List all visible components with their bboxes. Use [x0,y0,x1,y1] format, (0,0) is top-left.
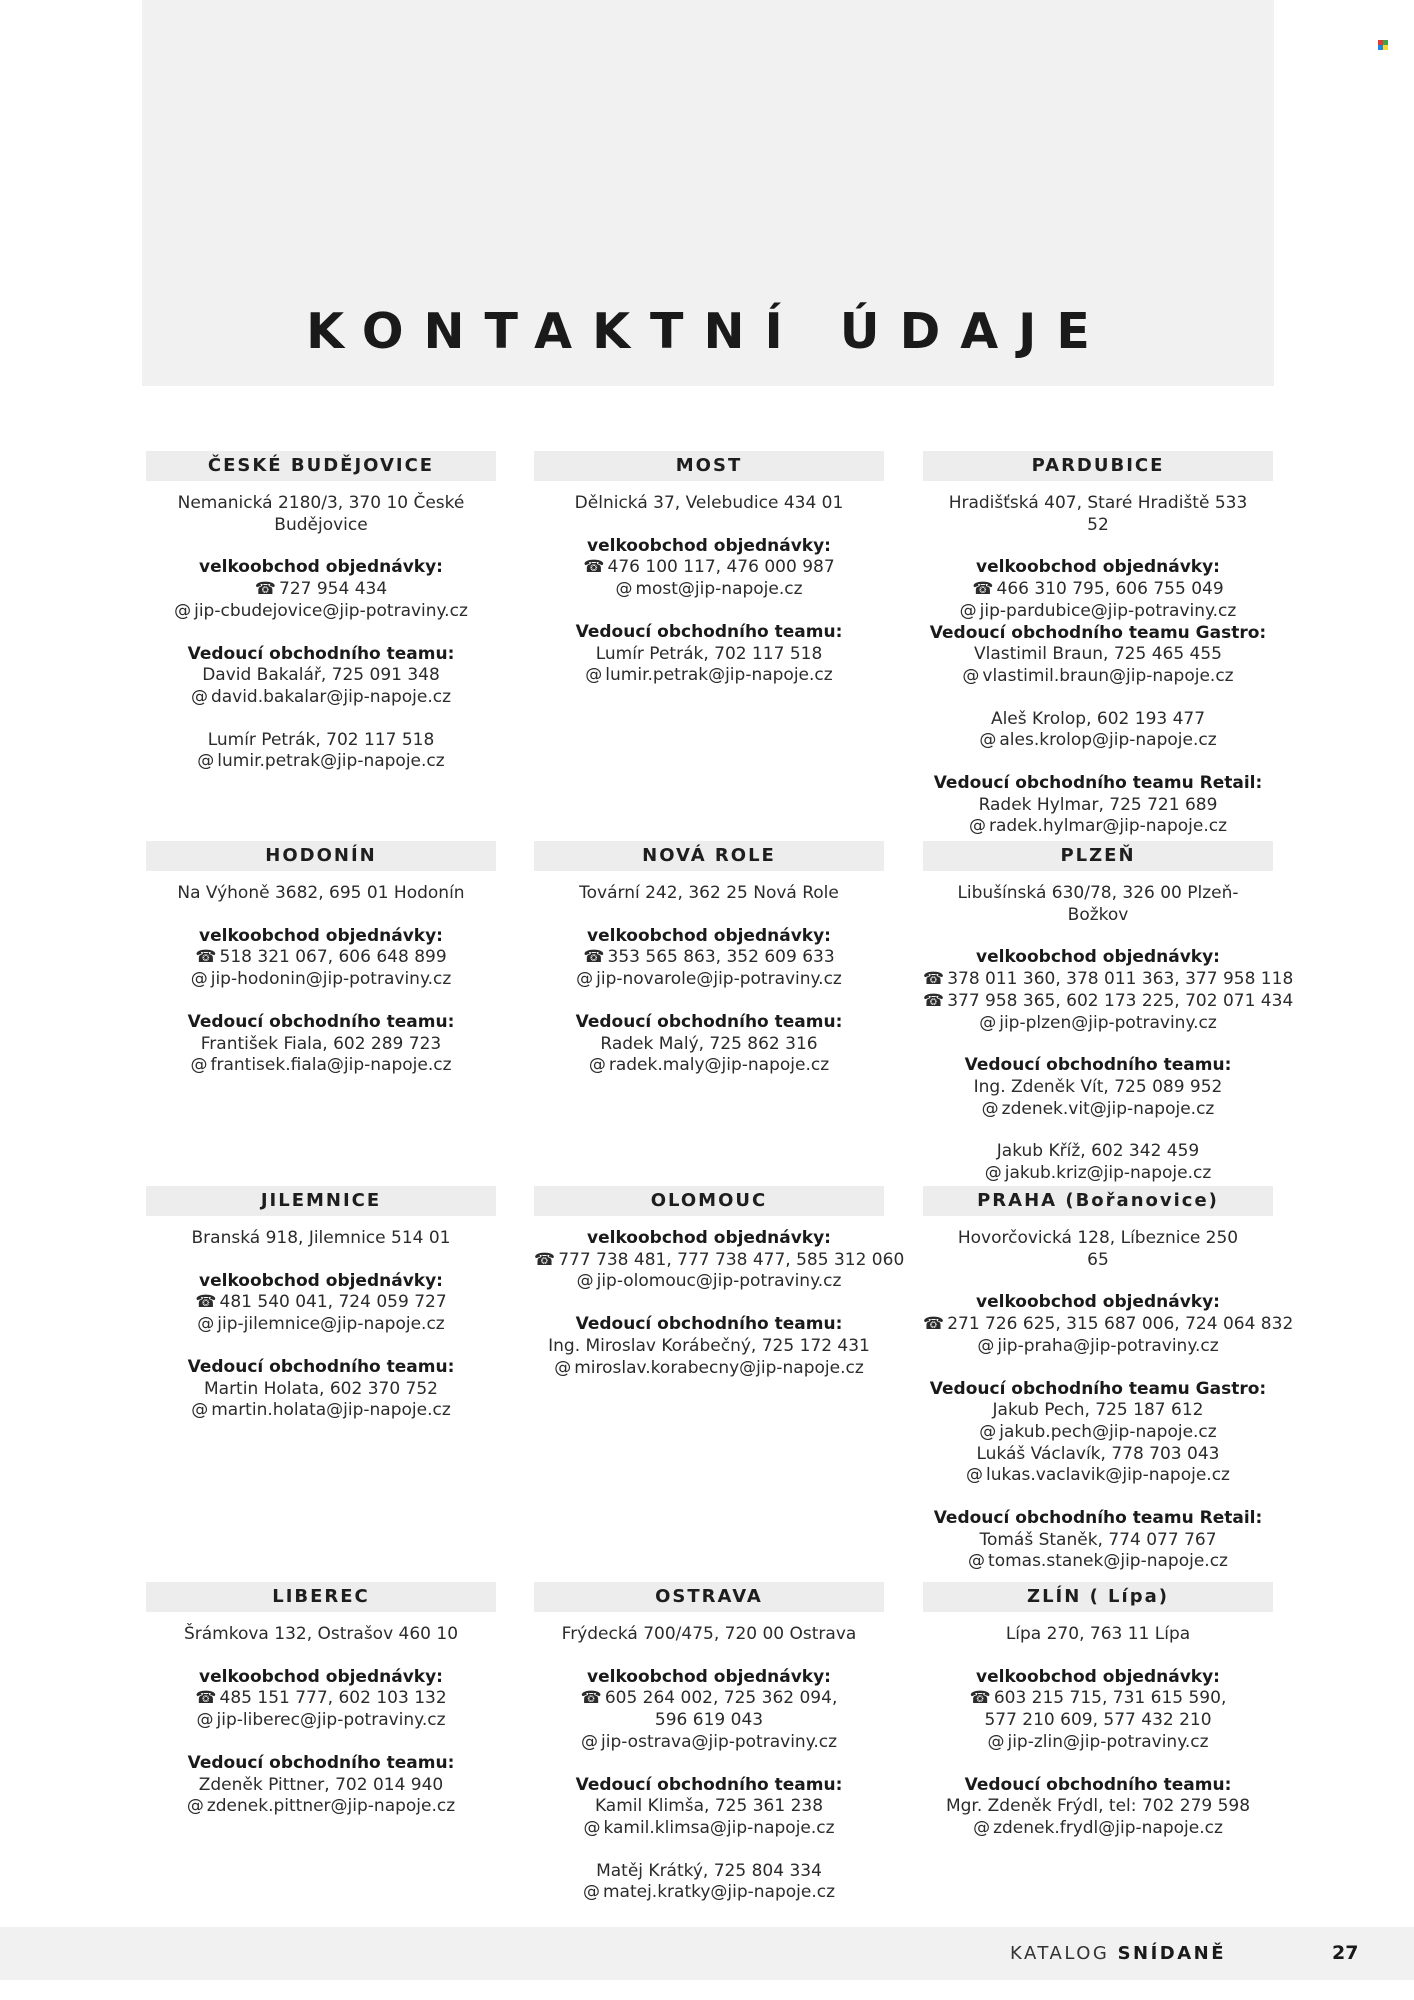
section-label: Vedoucí obchodního teamu: [187,1011,455,1032]
contact-line: Aleš Krolop, 602 193 477 [990,708,1206,729]
section-label: Vedoucí obchodního teamu: [187,643,455,664]
email-address: jip-ostrava@jip-potraviny.cz [601,1731,837,1752]
contact-line: Jakub Kříž, 602 342 459 [996,1141,1200,1162]
section-label: velkoobchod objednávky: [976,947,1220,968]
at-icon: @ [191,1400,209,1421]
email-line [923,1099,1273,1121]
contact-block [923,1582,1273,1840]
email-address: vlastimil.braun@jip-napoje.cz [982,665,1234,686]
city-heading: JILEMNICE [146,1186,496,1216]
phone-line [534,947,884,969]
email-line [146,1314,496,1336]
at-icon: @ [959,600,977,621]
phone-icon: ☎ [195,947,217,968]
email-line [534,665,884,687]
contact-line: František Fiala, 602 289 723 [200,1033,442,1054]
email-address: jip-praha@jip-potraviny.cz [997,1335,1219,1356]
section-label: velkoobchod objednávky: [199,1666,443,1687]
phone-icon: ☎ [534,1249,556,1270]
at-icon: @ [984,1163,1002,1184]
phone-number: 605 264 002, 725 362 094, [604,1688,838,1709]
section-label: Vedoucí obchodního teamu: [575,1011,843,1032]
email-line [534,1271,884,1293]
at-icon: @ [973,1817,991,1838]
at-icon: @ [977,1335,995,1356]
phone-icon: ☎ [195,1292,217,1313]
at-icon: @ [979,730,997,751]
at-icon: @ [588,1055,606,1076]
contact-block [146,841,496,1077]
address-line: Nemanická 2180/3, 370 10 České Budějovice [177,493,465,535]
phone-number: 378 011 360, 378 011 363, 377 958 118 [947,969,1294,990]
phone-icon: ☎ [583,947,605,968]
email-line [923,1163,1273,1185]
phone-line [534,1249,905,1272]
footer-catalog-title [1010,1943,1226,1964]
contact-line: Martin Holata, 602 370 752 [203,1378,438,1399]
section-label: velkoobchod objednávky: [976,1292,1220,1313]
email-line [534,579,884,601]
address-line: Hovorčovická 128, Líbeznice 250 65 [957,1228,1239,1270]
address-line: Na Výhoně 3682, 695 01 Hodonín [177,883,465,903]
at-icon: @ [190,1055,208,1076]
city-heading: OLOMOUC [534,1186,884,1216]
contact-details [923,883,1294,1185]
at-icon: @ [968,1551,986,1572]
email-address: jip-zlin@jip-potraviny.cz [1007,1731,1209,1752]
contact-line: Tomáš Staněk, 774 077 767 [979,1529,1217,1550]
contact-block [146,1186,496,1422]
email-line [923,666,1273,688]
contact-details [146,493,496,773]
phone-line [146,1292,496,1314]
email-address: jip-hodonin@jip-potraviny.cz [210,969,452,990]
at-icon: @ [615,579,633,600]
city-heading: MOST [534,451,884,481]
section-label: Vedoucí obchodního teamu: [964,1774,1232,1795]
at-icon: @ [576,1271,594,1292]
email-address: lukas.vaclavik@jip-napoje.cz [986,1465,1230,1486]
email-line [923,730,1273,752]
email-address: matej.kratky@jip-napoje.cz [602,1882,836,1903]
page-number: 27 [1332,1942,1359,1964]
at-icon: @ [186,1796,204,1817]
phone-number: 466 310 795, 606 755 049 [996,579,1224,600]
phone-icon: ☎ [969,1688,991,1709]
contact-line: Vlastimil Braun, 725 465 455 [973,644,1222,665]
phone-icon: ☎ [923,990,945,1011]
city-heading: NOVÁ ROLE [534,841,884,871]
at-icon: @ [190,686,208,707]
email-line [923,1551,1273,1573]
address-line: Libušínská 630/78, 326 00 Plzeň-Božkov [957,883,1239,925]
section-label: velkoobchod objednávky: [976,557,1220,578]
email-line [146,687,496,709]
email-line [146,1796,496,1818]
phone-line [923,1314,1294,1336]
phone-number: 476 100 117, 476 000 987 [607,557,835,578]
email-line [923,1818,1273,1840]
email-line [923,1422,1273,1444]
contact-details [146,883,496,1077]
email-address: miroslav.korabecny@jip-napoje.cz [574,1357,864,1378]
section-label: Vedoucí obchodního teamu Gastro: [929,1378,1267,1399]
email-address: jip-liberec@jip-potraviny.cz [216,1710,446,1731]
phone-number: 518 321 067, 606 648 899 [219,947,447,968]
phone-number: 485 151 777, 602 103 132 [219,1688,447,1709]
contact-block [534,1582,884,1904]
phone-line [534,1688,884,1710]
contact-line: Jakub Pech, 725 187 612 [992,1400,1204,1421]
contact-details [534,883,884,1077]
section-label: Vedoucí obchodního teamu: [575,621,843,642]
phone-number: 603 215 715, 731 615 590, [993,1688,1227,1709]
email-address: martin.holata@jip-napoje.cz [211,1400,451,1421]
city-heading: PARDUBICE [923,451,1273,481]
at-icon: @ [582,1882,600,1903]
page-title: KONTAKTNÍ ÚDAJE [306,302,1110,360]
email-line [146,969,496,991]
footer-catalog-name: SNÍDANĚ [1117,1943,1227,1964]
email-address: lumir.petrak@jip-napoje.cz [605,665,833,686]
contact-block [534,841,884,1077]
email-address: jip-plzen@jip-potraviny.cz [999,1012,1217,1033]
contact-line: Ing. Miroslav Korábečný, 725 172 431 [548,1335,870,1356]
email-address: zdenek.vit@jip-napoje.cz [1001,1098,1215,1119]
email-line [146,751,496,773]
at-icon: @ [966,1465,984,1486]
section-label: Vedoucí obchodního teamu: [187,1356,455,1377]
phone-icon: ☎ [583,557,605,578]
city-heading: ČESKÉ BUDĚJOVICE [146,451,496,481]
address-line: Dělnická 37, Velebudice 434 01 [574,493,844,513]
phone-number: 481 540 041, 724 059 727 [219,1292,447,1313]
city-heading: HODONÍN [146,841,496,871]
contact-line: Lukáš Václavík, 778 703 043 [976,1443,1220,1464]
address-line: Hradišťská 407, Staré Hradiště 533 52 [948,493,1248,535]
contact-line: Radek Hylmar, 725 721 689 [978,794,1218,815]
email-address: jip-novarole@jip-potraviny.cz [596,969,842,990]
phone-line [923,969,1294,991]
at-icon: @ [968,816,986,837]
email-address: jip-olomouc@jip-potraviny.cz [596,1271,842,1292]
section-label: velkoobchod objednávky: [976,1666,1220,1687]
at-icon: @ [962,665,980,686]
email-address: zdenek.pittner@jip-napoje.cz [206,1796,456,1817]
at-icon: @ [197,1314,215,1335]
email-address: jip-pardubice@jip-potraviny.cz [979,600,1237,621]
city-heading: PLZEŇ [923,841,1273,871]
section-label: Vedoucí obchodního teamu: [964,1055,1232,1076]
section-label: Vedoucí obchodního teamu: [575,1774,843,1795]
email-address: david.bakalar@jip-napoje.cz [210,686,452,707]
contact-line: Matěj Krátký, 725 804 334 [596,1860,822,1881]
section-label: velkoobchod objednávky: [587,925,831,946]
at-icon: @ [190,969,208,990]
contact-block [146,451,496,773]
at-icon: @ [979,1012,997,1033]
phone-icon: ☎ [580,1688,602,1709]
contact-line: 577 210 609, 577 432 210 [984,1710,1212,1731]
phone-line [146,947,496,969]
phone-icon: ☎ [254,579,277,600]
address-line: Frýdecká 700/475, 720 00 Ostrava [561,1624,857,1644]
email-line [923,1013,1273,1035]
email-address: kamil.klimsa@jip-napoje.cz [603,1817,835,1838]
at-icon: @ [981,1098,999,1119]
contact-line: Ing. Zdeněk Vít, 725 089 952 [973,1076,1223,1097]
contact-line: Lumír Petrák, 702 117 518 [595,643,823,664]
contact-details [923,1228,1294,1573]
section-label: velkoobchod objednávky: [587,1228,831,1248]
email-address: frantisek.fiala@jip-napoje.cz [210,1055,452,1076]
email-line [923,1732,1273,1754]
contact-block [146,1582,496,1818]
phone-number: 727 954 434 [279,579,388,600]
email-line [923,601,1273,623]
city-heading: ZLÍN ( Lípa) [923,1582,1273,1612]
phone-line [146,579,496,601]
phone-line [923,990,1294,1013]
section-label: velkoobchod objednávky: [199,1270,443,1291]
phone-icon: ☎ [923,1314,945,1335]
contact-line: 596 619 043 [654,1710,764,1731]
city-heading: OSTRAVA [534,1582,884,1612]
contact-line: Radek Malý, 725 862 316 [600,1033,818,1054]
section-label: velkoobchod objednávky: [199,925,443,946]
email-address: lumir.petrak@jip-napoje.cz [217,751,445,772]
address-line: Tovární 242, 362 25 Nová Role [579,883,839,903]
contact-line: Lumír Petrák, 702 117 518 [207,729,435,750]
section-label: Vedoucí obchodního teamu: [187,1752,455,1773]
at-icon: @ [585,665,603,686]
contact-details [923,493,1273,838]
at-icon: @ [583,1817,601,1838]
email-line [534,1055,884,1077]
contact-details [534,1228,905,1379]
at-icon: @ [554,1357,572,1378]
section-label: velkoobchod objednávky: [587,1666,831,1687]
email-line [534,969,884,991]
at-icon: @ [979,1421,997,1442]
contact-line: David Bakalář, 725 091 348 [202,665,440,686]
phone-number: 353 565 863, 352 609 633 [607,947,835,968]
footer-katalog-label: KATALOG [1010,1943,1110,1964]
email-line [146,1055,496,1077]
at-icon: @ [174,600,192,621]
email-line [534,1882,884,1904]
contact-details [534,1624,884,1904]
contact-block [923,1186,1294,1573]
phone-icon: ☎ [195,1688,217,1709]
section-label: Vedoucí obchodního teamu: [575,1314,843,1335]
at-icon: @ [987,1731,1005,1752]
email-line [923,1465,1273,1487]
section-label: velkoobchod objednávky: [199,557,443,578]
phone-icon: ☎ [972,579,994,600]
email-address: tomas.stanek@jip-napoje.cz [988,1551,1228,1572]
address-line: Lípa 270, 763 11 Lípa [1005,1624,1191,1644]
phone-icon: ☎ [923,969,945,990]
email-line [534,1732,884,1754]
phone-number: 271 726 625, 315 687 006, 724 064 832 [947,1314,1294,1335]
contact-block [923,451,1273,838]
corner-mark-square [1383,45,1388,50]
section-label: velkoobchod objednávky: [587,535,831,556]
address-line: Šrámkova 132, Ostrašov 460 10 [183,1624,459,1644]
phone-number: 377 958 365, 602 173 225, 702 071 434 [947,990,1294,1011]
section-label: Vedoucí obchodního teamu Retail: [933,1508,1263,1529]
at-icon: @ [576,969,594,990]
email-address: ales.krolop@jip-napoje.cz [999,730,1217,751]
at-icon: @ [197,751,215,772]
email-line [923,1336,1273,1358]
email-address: jip-jilemnice@jip-napoje.cz [217,1314,445,1335]
corner-logo-mark [1378,40,1388,50]
contact-details [534,493,884,687]
email-address: jakub.kriz@jip-napoje.cz [1004,1163,1212,1184]
contact-block [923,841,1294,1185]
section-label: Vedoucí obchodního teamu Gastro: [929,622,1267,643]
email-line [923,816,1273,838]
email-line [146,601,496,623]
at-icon: @ [196,1710,214,1731]
contact-line: Zdeněk Pittner, 702 014 940 [198,1774,444,1795]
phone-line [923,579,1273,601]
email-line [146,1400,496,1422]
email-address: jip-cbudejovice@jip-potraviny.cz [194,600,468,621]
email-address: radek.maly@jip-napoje.cz [608,1055,830,1076]
phone-line [923,1688,1273,1710]
phone-number: 777 738 481, 777 738 477, 585 312 060 [558,1249,905,1270]
contact-details [923,1624,1273,1840]
email-address: radek.hylmar@jip-napoje.cz [988,816,1228,837]
contact-details [146,1624,496,1818]
phone-line [534,557,884,579]
section-label: Vedoucí obchodního teamu Retail: [933,773,1263,794]
email-line [534,1358,884,1380]
city-heading: LIBEREC [146,1582,496,1612]
email-address: most@jip-napoje.cz [635,579,803,600]
city-heading: PRAHA (Bořanovice) [923,1186,1273,1216]
contact-details [146,1228,496,1422]
contact-line: Mgr. Zdeněk Frýdl, tel: 702 279 598 [945,1796,1251,1817]
contact-block [534,451,884,687]
phone-line [146,1688,496,1710]
email-address: zdenek.frydl@jip-napoje.cz [993,1817,1223,1838]
email-line [146,1710,496,1732]
address-line: Branská 918, Jilemnice 514 01 [191,1228,451,1248]
email-line [534,1818,884,1840]
contact-line: Kamil Klimša, 725 361 238 [594,1796,824,1817]
email-address: jakub.pech@jip-napoje.cz [999,1421,1217,1442]
at-icon: @ [581,1731,598,1752]
contact-block [534,1186,905,1379]
